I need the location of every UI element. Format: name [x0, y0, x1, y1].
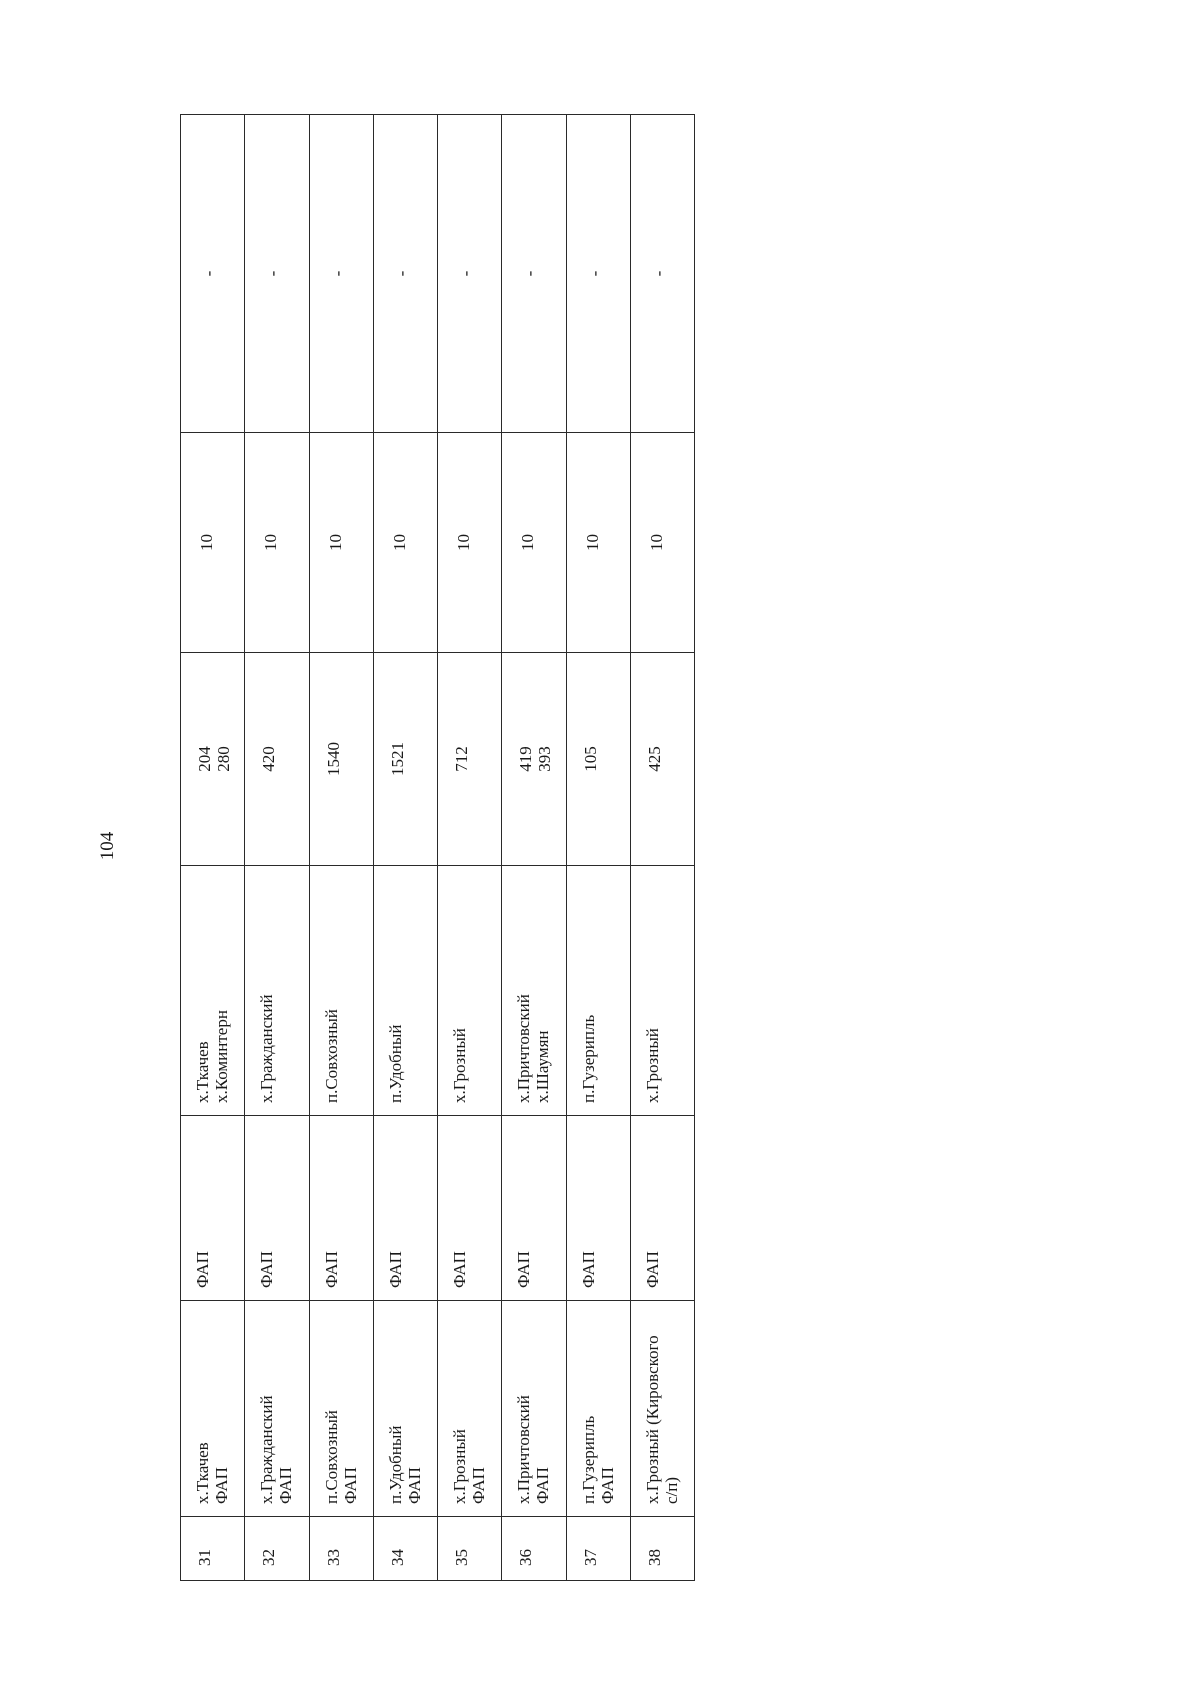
cell-text: х.Причтовский: [514, 1395, 534, 1504]
population-cell: [566, 653, 630, 866]
extra-cell: [630, 115, 694, 433]
cell-text: 10: [454, 534, 473, 551]
extra-cell: [566, 115, 630, 433]
table-row: [245, 115, 309, 1581]
cell-text: х.Грозный: [450, 1429, 469, 1504]
cell-text: ФАП: [212, 1467, 231, 1504]
cell-text: 38: [644, 1549, 664, 1566]
settlements-cell: [566, 866, 630, 1116]
cell-text: 280: [214, 746, 233, 772]
cell-text: ФАП: [257, 1251, 277, 1288]
row-number-cell: [438, 1517, 502, 1581]
cell-text: п.Удобный: [385, 1024, 405, 1103]
value-cell: [309, 433, 373, 653]
settlements-cell: [438, 866, 502, 1116]
facility-name-cell: [245, 1301, 309, 1517]
cell-text: х.Гражданский: [257, 1395, 277, 1504]
cell-text: х.Грозный (Кировского: [642, 1335, 662, 1504]
table-rotated-container: [180, 115, 694, 1581]
cell-text: с/п): [661, 1476, 681, 1504]
cell-text: п.Совхозный: [321, 1009, 341, 1103]
cell-text: -: [648, 270, 668, 277]
facility-type-cell: [502, 1116, 566, 1301]
cell-text: 32: [259, 1549, 279, 1566]
facilities-table: [180, 114, 695, 1581]
extra-cell: [309, 115, 373, 433]
value-cell: [630, 433, 694, 653]
cell-text: 10: [646, 534, 666, 551]
population-cell: [245, 653, 309, 866]
settlements-cell: [181, 866, 245, 1116]
population-cell: [373, 653, 437, 866]
cell-text: -: [327, 270, 347, 277]
value-cell: [438, 433, 502, 653]
table-row: [502, 115, 566, 1581]
value-cell: [181, 433, 245, 653]
row-number-cell: [245, 1517, 309, 1581]
facility-type-cell: [438, 1116, 502, 1301]
cell-text: 31: [195, 1549, 214, 1566]
cell-text: 105: [580, 746, 600, 772]
cell-text: 10: [389, 534, 409, 551]
table-row: [373, 115, 437, 1581]
facility-name-cell: [181, 1301, 245, 1517]
cell-text: -: [584, 270, 604, 277]
cell-text: ФАП: [642, 1251, 662, 1288]
extra-cell: [245, 115, 309, 433]
cell-text: х.Шаумян: [533, 1030, 553, 1103]
cell-text: ФАП: [469, 1467, 488, 1504]
cell-text: ФАП: [340, 1467, 360, 1504]
cell-text: -: [520, 270, 540, 277]
settlements-cell: [502, 866, 566, 1116]
settlements-cell: [630, 866, 694, 1116]
cell-text: ФАП: [385, 1251, 405, 1288]
cell-text: ФАП: [404, 1467, 424, 1504]
cell-text: п.Совхозный: [321, 1410, 341, 1504]
cell-text: ФАП: [450, 1251, 469, 1288]
cell-text: х.Гражданский: [257, 994, 277, 1103]
cell-text: ФАП: [321, 1251, 341, 1288]
page-number: 104: [97, 831, 118, 861]
facility-type-cell: [309, 1116, 373, 1301]
cell-text: ФАП: [514, 1251, 534, 1288]
extra-cell: [181, 115, 245, 433]
extra-cell: [373, 115, 437, 433]
cell-text: -: [391, 270, 411, 277]
value-cell: [245, 433, 309, 653]
table-body: [181, 115, 695, 1581]
cell-text: 34: [387, 1549, 407, 1566]
cell-text: ФАП: [578, 1251, 598, 1288]
facility-name-cell: [438, 1301, 502, 1517]
cell-text: 37: [580, 1549, 600, 1566]
cell-text: -: [456, 270, 475, 277]
cell-text: 10: [518, 534, 538, 551]
row-number-cell: [181, 1517, 245, 1581]
row-number-cell: [566, 1517, 630, 1581]
row-number-cell: [502, 1517, 566, 1581]
extra-cell: [438, 115, 502, 433]
table-row: [438, 115, 502, 1581]
facility-type-cell: [181, 1116, 245, 1301]
cell-text: 10: [582, 534, 602, 551]
cell-text: 712: [452, 746, 471, 772]
cell-text: -: [263, 270, 283, 277]
population-cell: [309, 653, 373, 866]
population-cell: [438, 653, 502, 866]
extra-cell: [502, 115, 566, 433]
cell-text: -: [199, 270, 218, 277]
cell-text: 419: [516, 746, 536, 772]
value-cell: [502, 433, 566, 653]
table-row: [566, 115, 630, 1581]
facility-type-cell: [630, 1116, 694, 1301]
cell-text: ФАП: [597, 1467, 617, 1504]
settlements-cell: [245, 866, 309, 1116]
facility-type-cell: [245, 1116, 309, 1301]
facility-type-cell: [373, 1116, 437, 1301]
population-cell: [181, 653, 245, 866]
value-cell: [566, 433, 630, 653]
population-cell: [630, 653, 694, 866]
facility-name-cell: [373, 1301, 437, 1517]
facility-name-cell: [630, 1301, 694, 1517]
cell-text: 10: [261, 534, 281, 551]
population-cell: [502, 653, 566, 866]
table-row: [181, 115, 245, 1581]
cell-text: п.Гузерипль: [578, 1415, 598, 1504]
cell-text: 204: [195, 746, 214, 772]
facility-name-cell: [309, 1301, 373, 1517]
cell-text: 10: [325, 534, 345, 551]
cell-text: ФАП: [276, 1467, 296, 1504]
facility-type-cell: [566, 1116, 630, 1301]
cell-text: х.Причтовский: [514, 994, 534, 1103]
cell-text: ФАП: [193, 1251, 212, 1288]
cell-text: х.Грозный: [450, 1028, 469, 1103]
table-row: [630, 115, 694, 1581]
cell-text: 420: [259, 746, 279, 772]
cell-text: п.Гузерипль: [578, 1014, 598, 1103]
cell-text: 393: [535, 746, 555, 772]
cell-text: 1521: [387, 742, 407, 776]
cell-text: х.Ткачев: [193, 1041, 212, 1103]
row-number-cell: [373, 1517, 437, 1581]
settlements-cell: [373, 866, 437, 1116]
facility-name-cell: [502, 1301, 566, 1517]
cell-text: 425: [644, 746, 664, 772]
cell-text: 36: [516, 1549, 536, 1566]
value-cell: [373, 433, 437, 653]
cell-text: х.Коминтерн: [212, 1010, 231, 1103]
row-number-cell: [630, 1517, 694, 1581]
cell-text: 10: [197, 534, 216, 551]
cell-text: х.Ткачев: [193, 1442, 212, 1504]
settlements-cell: [309, 866, 373, 1116]
cell-text: х.Грозный: [642, 1028, 662, 1103]
cell-text: 1540: [323, 742, 343, 776]
cell-text: 35: [452, 1549, 471, 1566]
table-row: [309, 115, 373, 1581]
row-number-cell: [309, 1517, 373, 1581]
cell-text: 33: [323, 1549, 343, 1566]
facility-name-cell: [566, 1301, 630, 1517]
cell-text: ФАП: [533, 1467, 553, 1504]
cell-text: п.Удобный: [385, 1425, 405, 1504]
